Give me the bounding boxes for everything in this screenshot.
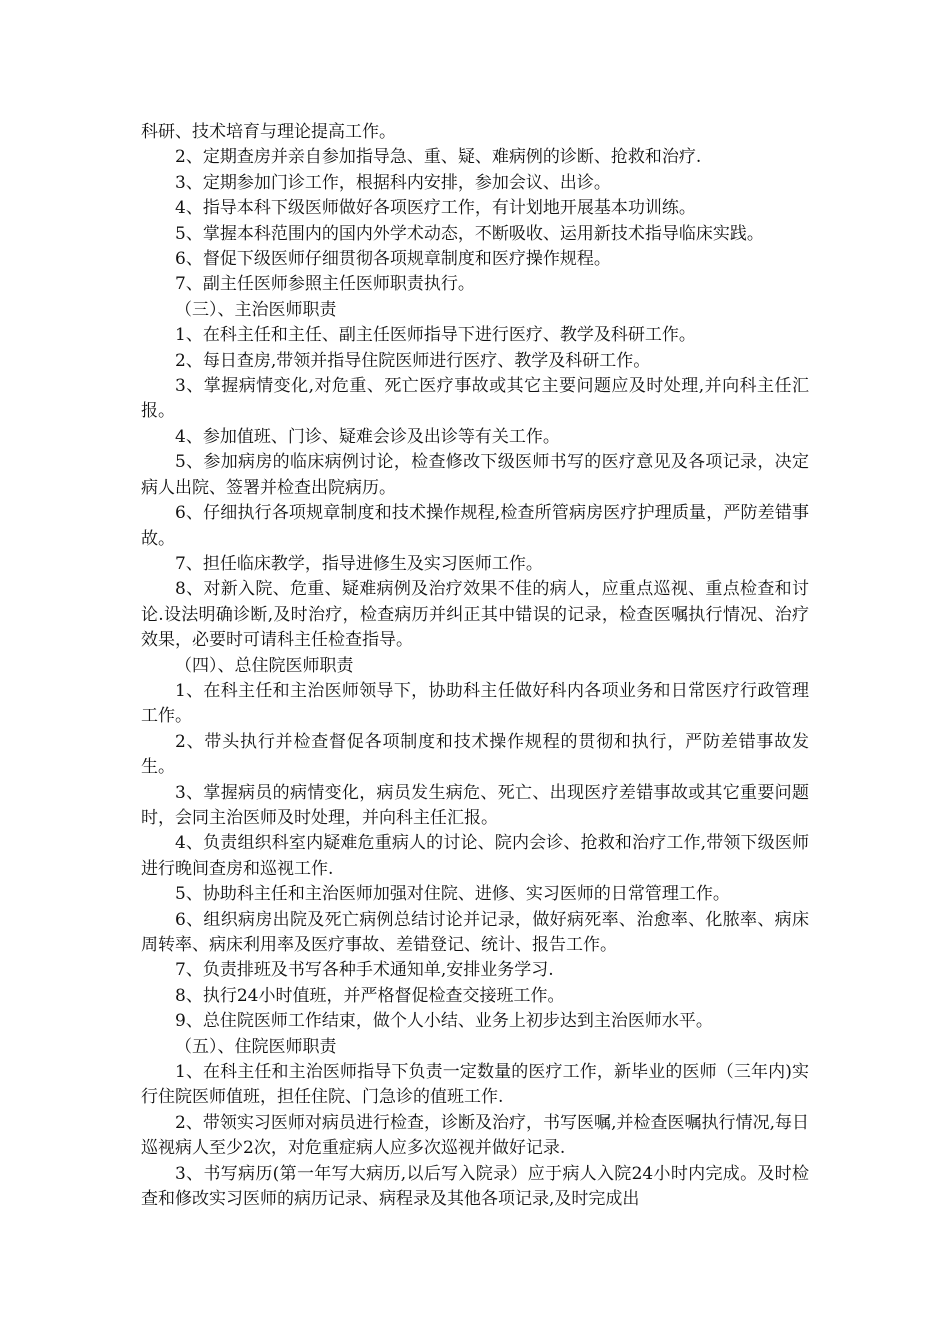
document-paragraph: 3、定期参加门诊工作，根据科内安排，参加会议、出诊。: [175, 172, 611, 193]
document-body: [141, 120, 809, 1212]
document-paragraph: 3、掌握病情变化,对危重、死亡医疗事故或其它主要问题应及时处理,并向科主任汇报。: [141, 376, 809, 422]
document-paragraph: （四）、总住院医师职责: [175, 655, 354, 676]
document-paragraph: 5、协助科主任和主治医师加强对住院、进修、实习医师的日常管理工作。: [175, 884, 730, 905]
document-paragraph: 5、参加病房的临床病例讨论，检查修改下级医师书写的医疗意见及各项记录，决定病人出院、签署并检查出院病历。: [141, 452, 809, 498]
document-paragraph: 5、掌握本科范围内的国内外学术动态，不断吸收、运用新技术指导临床实践。: [175, 223, 764, 244]
document-paragraph: 1、在科主任和主治医师领导下，协助科主任做好科内各项业务和日常医疗行政管理工作。: [141, 680, 809, 727]
document-paragraph: 9、总住院医师工作结束，做个人小结、业务上初步达到主治医师水平。: [175, 1011, 713, 1032]
document-paragraph: 1、在科主任和主治医师指导下负责一定数量的医疗工作，新毕业的医师（三年内)实行住院医师值班，担任住院、门急诊的值班工作.: [141, 1062, 809, 1108]
document-paragraph: 7、担任临床教学，指导进修生及实习医师工作。: [175, 553, 543, 574]
document-paragraph: 1、在科主任和主任、副主任医师指导下进行医疗、教学及科研工作。: [175, 325, 696, 346]
document-paragraph: 8、对新入院、危重、疑难病例及治疗效果不佳的病人，应重点巡视、重点检查和讨论.设法明确诊断,及时治疗，检查病历并纠正其中错误的记录，检查医嘱执行情况、治疗效果，必要时可请科主任检查指导。: [141, 579, 809, 651]
document-paragraph: 3、书写病历(第一年写大病历,以后写入院录）应于病人入院24小时内完成。及时检查和修改实习医师的病历记录、病程录及其他各项记录,及时完成出: [141, 1163, 809, 1210]
document-paragraph: 2、带头执行并检查督促各项制度和技术操作规程的贯彻和执行，严防差错事故发生。: [141, 731, 809, 778]
document-paragraph: （三）、主治医师职责: [175, 299, 337, 320]
document-paragraph: 4、参加值班、门诊、疑难会诊及出诊等有关工作。: [175, 426, 560, 447]
document-paragraph: 2、定期查房并亲自参加指导急、重、疑、难病例的诊断、抢救和治疗.: [175, 147, 702, 168]
document-paragraph: 科研、技术培育与理论提高工作。: [141, 122, 396, 142]
document-paragraph: 3、掌握病员的病情变化，病员发生病危、死亡、出现医疗差错事故或其它重要问题时，会同主治医师及时处理，并向科主任汇报。: [141, 782, 809, 828]
document-paragraph: 8、执行24小时值班，并严格督促检查交接班工作。: [175, 985, 565, 1006]
document-paragraph: 7、负责排班及书写各种手术通知单,安排业务学习.: [175, 960, 554, 981]
document-paragraph: 6、组织病房出院及死亡病例总结讨论并记录，做好病死率、治愈率、化脓率、病床周转率、病床利用率及医疗事故、差错登记、统计、报告工作。: [141, 909, 809, 955]
document-paragraph: 6、仔细执行各项规章制度和技术操作规程,检查所管病房医疗护理质量，严防差错事故。: [141, 503, 809, 549]
document-paragraph: （五）、住院医师职责: [175, 1036, 337, 1057]
document-paragraph: 4、负责组织科室内疑难危重病人的讨论、院内会诊、抢救和治疗工作,带领下级医师进行晚间查房和巡视工作.: [141, 833, 809, 879]
document-paragraph: 7、副主任医师参照主任医师职责执行。: [175, 274, 475, 295]
document-paragraph: 2、带领实习医师对病员进行检查，诊断及治疗，书写医嘱,并检查医嘱执行情况,每日巡视病人至少2次，对危重症病人应多次巡视并做好记录.: [141, 1112, 809, 1159]
document-paragraph: 6、督促下级医师仔细贯彻各项规章制度和医疗操作规程。: [175, 249, 611, 270]
document-paragraph: 2、每日查房,带领并指导住院医师进行医疗、教学及科研工作。: [175, 350, 651, 371]
document-paragraph: 4、指导本科下级医师做好各项医疗工作，有计划地开展基本功训练。: [175, 198, 696, 219]
